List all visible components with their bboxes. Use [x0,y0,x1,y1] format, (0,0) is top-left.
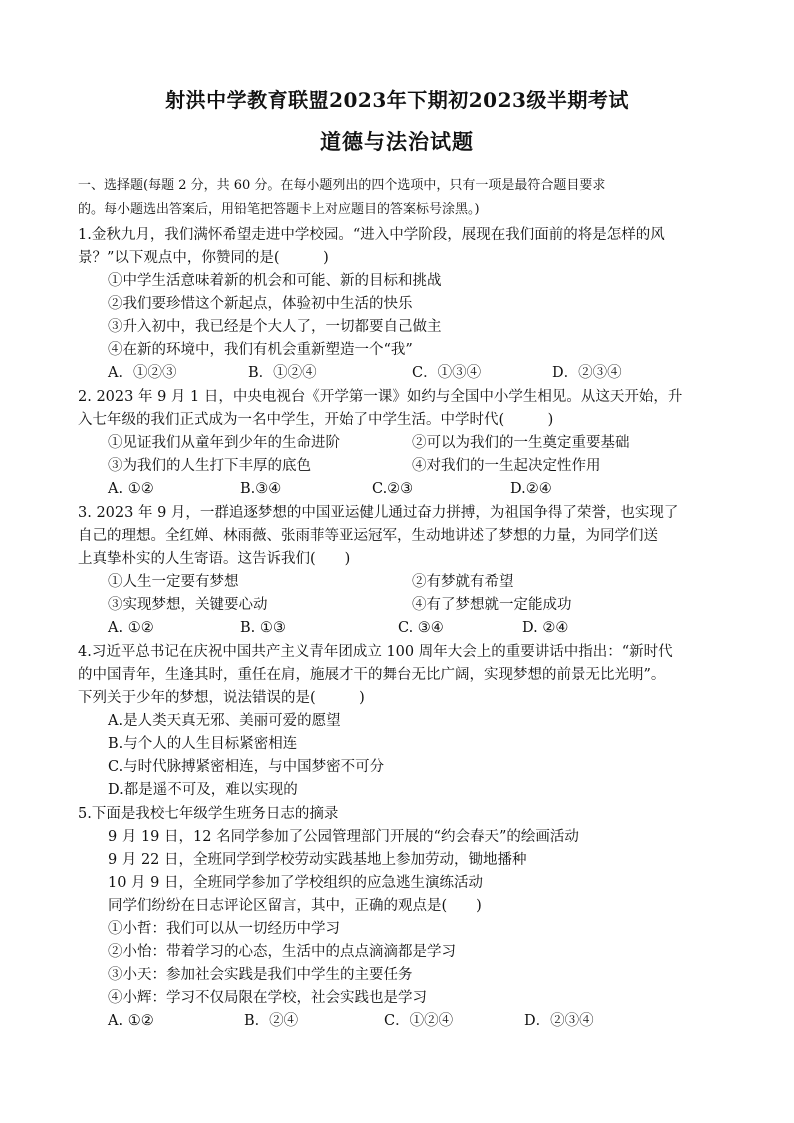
q1-stem-line-1: 1.金秋九月，我们满怀希望走进中学校园。“进入中学阶段，展现在我们面前的将是怎样的风 [78,227,665,243]
q1-statement-2: ②我们要珍惜这个新起点，体验初中生活的快乐 [108,296,413,312]
q2-option-a: A. ①② [108,481,154,497]
q4-stem-line-1: 4.习近平总书记在庆祝中国共产主义青年团成立 100 周年大会上的重要讲话中指出：“新时代 [78,644,673,660]
q5-log-4: 同学们纷纷在日志评论区留言，其中，正确的观点是( ) [108,898,482,914]
q3-option-b: B. ①③ [240,620,286,636]
q3-option-d: D. ②④ [522,620,569,636]
q5-option-c: C．①②④ [384,1013,454,1029]
q3-option-a: A. ①② [108,620,154,636]
q3-option-c: C. ③④ [398,620,444,636]
q1-option-d: D．②③④ [552,365,622,381]
q4-option-d: D.都是遥不可及，难以实现的 [108,782,298,798]
section-instructions-line-2: 的。每小题选出答案后，用铅笔把答题卡上对应题目的答案标号涂黑。) [78,202,480,217]
q4-option-c: C.与时代脉搏紧密相连，与中国梦密不可分 [108,759,385,775]
q2-stem-line-2: 入七年级的我们正式成为一名中学生，开始了中学生活。中学时代( ) [78,412,554,428]
q5-log-3: 10 月 9 日，全班同学参加了学校组织的应急逃生演练活动 [108,875,484,891]
q2-statement-3: ③为我们的人生打下丰厚的底色 [108,458,311,474]
exam-title: 射洪中学教育联盟2023年下期初2023级半期考试 [165,88,629,112]
exam-subtitle: 道德与法治试题 [320,129,474,154]
q1-statement-3: ③升入初中，我已经是个大人了，一切都要自己做主 [108,319,442,335]
q5-statement-3: ③小天：参加社会实践是我们中学生的主要任务 [108,967,413,983]
q4-stem-line-3: 下列关于少年的梦想，说法错误的是( ) [78,690,365,706]
q3-statement-3: ③实现梦想，关键要心动 [108,597,268,613]
q2-statement-2: ②可以为我们的一生奠定重要基础 [412,435,630,451]
q5-statement-4: ④小辉：学习不仅局限在学校，社会实践也是学习 [108,990,427,1006]
q2-option-b: B.③④ [240,481,282,497]
q5-log-2: 9 月 22 日，全班同学到学校劳动实践基地上参加劳动，锄地播种 [108,852,527,868]
q1-stem-line-2: 景？”以下观点中，你赞同的是( ) [78,250,329,266]
q2-statement-4: ④对我们的一生起决定性作用 [412,458,601,474]
q5-option-b: B．②④ [244,1013,299,1029]
q2-option-c: C.②③ [372,481,414,497]
q3-statement-4: ④有了梦想就一定能成功 [412,597,572,613]
q3-stem-line-3: 上真挚朴实的人生寄语。这告诉我们( ) [78,551,351,567]
q4-stem-line-2: 的中国青年，生逢其时，重任在肩，施展才干的舞台无比广阔，实现梦想的前景无比光明”。 [78,667,666,683]
q3-statement-2: ②有梦就有希望 [412,574,514,590]
q1-statement-4: ④在新的环境中，我们有机会重新塑造一个“我” [108,342,413,358]
q5-option-d: D．②③④ [524,1013,594,1029]
q1-option-c: C．①③④ [412,365,482,381]
q4-option-b: B.与个人的人生目标紧密相连 [108,736,298,752]
q5-statement-1: ①小哲：我们可以从一切经历中学习 [108,921,340,937]
q1-option-a: A．①②③ [108,365,177,381]
q1-option-b: B．①②④ [248,365,317,381]
q3-statement-1: ①人生一定要有梦想 [108,574,239,590]
q4-option-a: A.是人类天真无邪、美丽可爱的愿望 [108,713,341,729]
q1-statement-1: ①中学生活意味着新的机会和可能、新的目标和挑战 [108,273,442,289]
q3-stem-line-2: 自己的理想。全红婵、林雨薇、张雨菲等亚运冠军，生动地讲述了梦想的力量，为同学们送 [78,528,658,544]
q5-log-1: 9 月 19 日，12 名同学参加了公园管理部门开展的“约会春天”的绘画活动 [108,829,579,845]
q5-stem: 5.下面是我校七年级学生班务日志的摘录 [78,806,339,822]
q2-stem-line-1: 2. 2023 年 9 月 1 日，中央电视台《开学第一课》如约与全国中小学生相见。从这天开始，升 [78,389,683,405]
q3-stem-line-1: 3. 2023 年 9 月，一群追逐梦想的中国亚运健儿通过奋力拼搏，为祖国争得了荣誉，也实现了 [78,505,679,521]
q2-statement-1: ①见证我们从童年到少年的生命进阶 [108,435,340,451]
q5-option-a: A. ①② [108,1013,154,1029]
section-instructions-line-1: 一、选择题(每题 2 分，共 60 分。在每小题列出的四个选项中，只有一项是最符合题目要求 [78,178,606,193]
q5-statement-2: ②小怡：带着学习的心态，生活中的点点滴滴都是学习 [108,944,456,960]
q2-option-d: D.②④ [510,481,552,497]
